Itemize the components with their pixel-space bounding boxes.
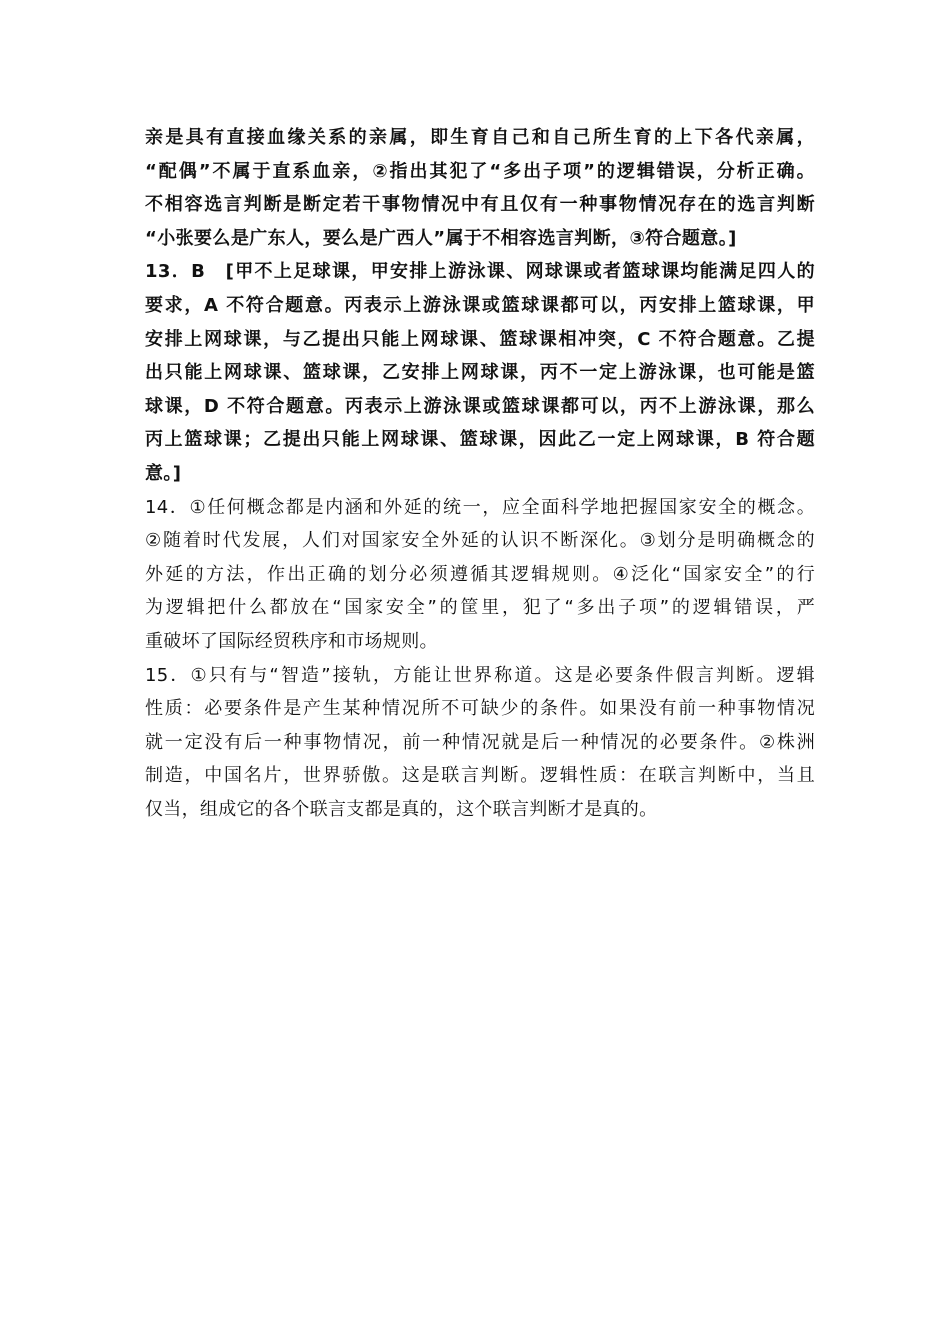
text-line: 就一定没有后一种事物情况，前一种情况就是后一种情况的必要条件。②株洲 — [145, 731, 815, 753]
text-line: 仅当，组成它的各个联言支都是真的，这个联言判断才是真的。 — [145, 798, 658, 820]
answer-13 — [145, 255, 815, 490]
text-line: 性质：必要条件是产生某种情况所不可缺少的条件。如果没有前一种事物情况 — [145, 698, 815, 720]
text-line: 安排上网球课，与乙提出只能上网球课、篮球课相冲突，C 不符合题意。乙提 — [145, 328, 815, 350]
text-line: 出只能上网球课、篮球课，乙安排上网球课，丙不一定上游泳课，也可能是篮 — [145, 362, 815, 384]
text-line: 14．①任何概念都是内涵和外延的统一，应全面科学地把握国家安全的概念。 — [145, 496, 815, 518]
text-line: 亲是具有直接血缘关系的亲属，即生育自己和自己所生育的上下各代亲属， — [145, 127, 815, 148]
text-line: 丙上篮球课；乙提出只能上网球课、篮球课，因此乙一定上网球课，B 符合题 — [145, 429, 815, 451]
text-line: 重破坏了国际经贸秩序和市场规则。 — [145, 630, 438, 652]
text-line: “配偶”不属于直系血亲，②指出其犯了“多出子项”的逻辑错误，分析正确。 — [145, 160, 815, 182]
text-line: 13．B [甲不上足球课，甲安排上游泳课、网球课或者篮球课均能满足四人的 — [145, 261, 815, 283]
answer-15 — [145, 659, 815, 827]
answer-12-continued — [145, 121, 815, 255]
text-line: 为逻辑把什么都放在“国家安全”的筐里，犯了“多出子项”的逻辑错误，严 — [145, 597, 815, 619]
document-body — [145, 121, 815, 826]
text-line: 外延的方法，作出正确的划分必须遵循其逻辑规则。④泛化“国家安全”的行 — [145, 563, 815, 585]
text-line: 要求，A 不符合题意。丙表示上游泳课或篮球课都可以，丙安排上篮球课，甲 — [145, 294, 815, 316]
text-line: 15．①只有与“智造”接轨，方能让世界称道。这是必要条件假言判断。逻辑 — [145, 664, 815, 686]
text-line: 意。] — [145, 462, 182, 484]
text-line: 制造，中国名片，世界骄傲。这是联言判断。逻辑性质：在联言判断中，当且 — [145, 765, 815, 787]
text-line: ②随着时代发展，人们对国家安全外延的认识不断深化。③划分是明确概念的 — [145, 530, 815, 552]
text-line: 不相容选言判断是断定若干事物情况中有且仅有一种事物情况存在的选言判断 — [145, 194, 815, 216]
text-line: 球课，D 不符合题意。丙表示上游泳课或篮球课都可以，丙不上游泳课，那么 — [145, 395, 815, 417]
text-line: “小张要么是广东人，要么是广西人”属于不相容选言判断，③符合题意。] — [145, 227, 737, 249]
answer-14 — [145, 491, 815, 659]
